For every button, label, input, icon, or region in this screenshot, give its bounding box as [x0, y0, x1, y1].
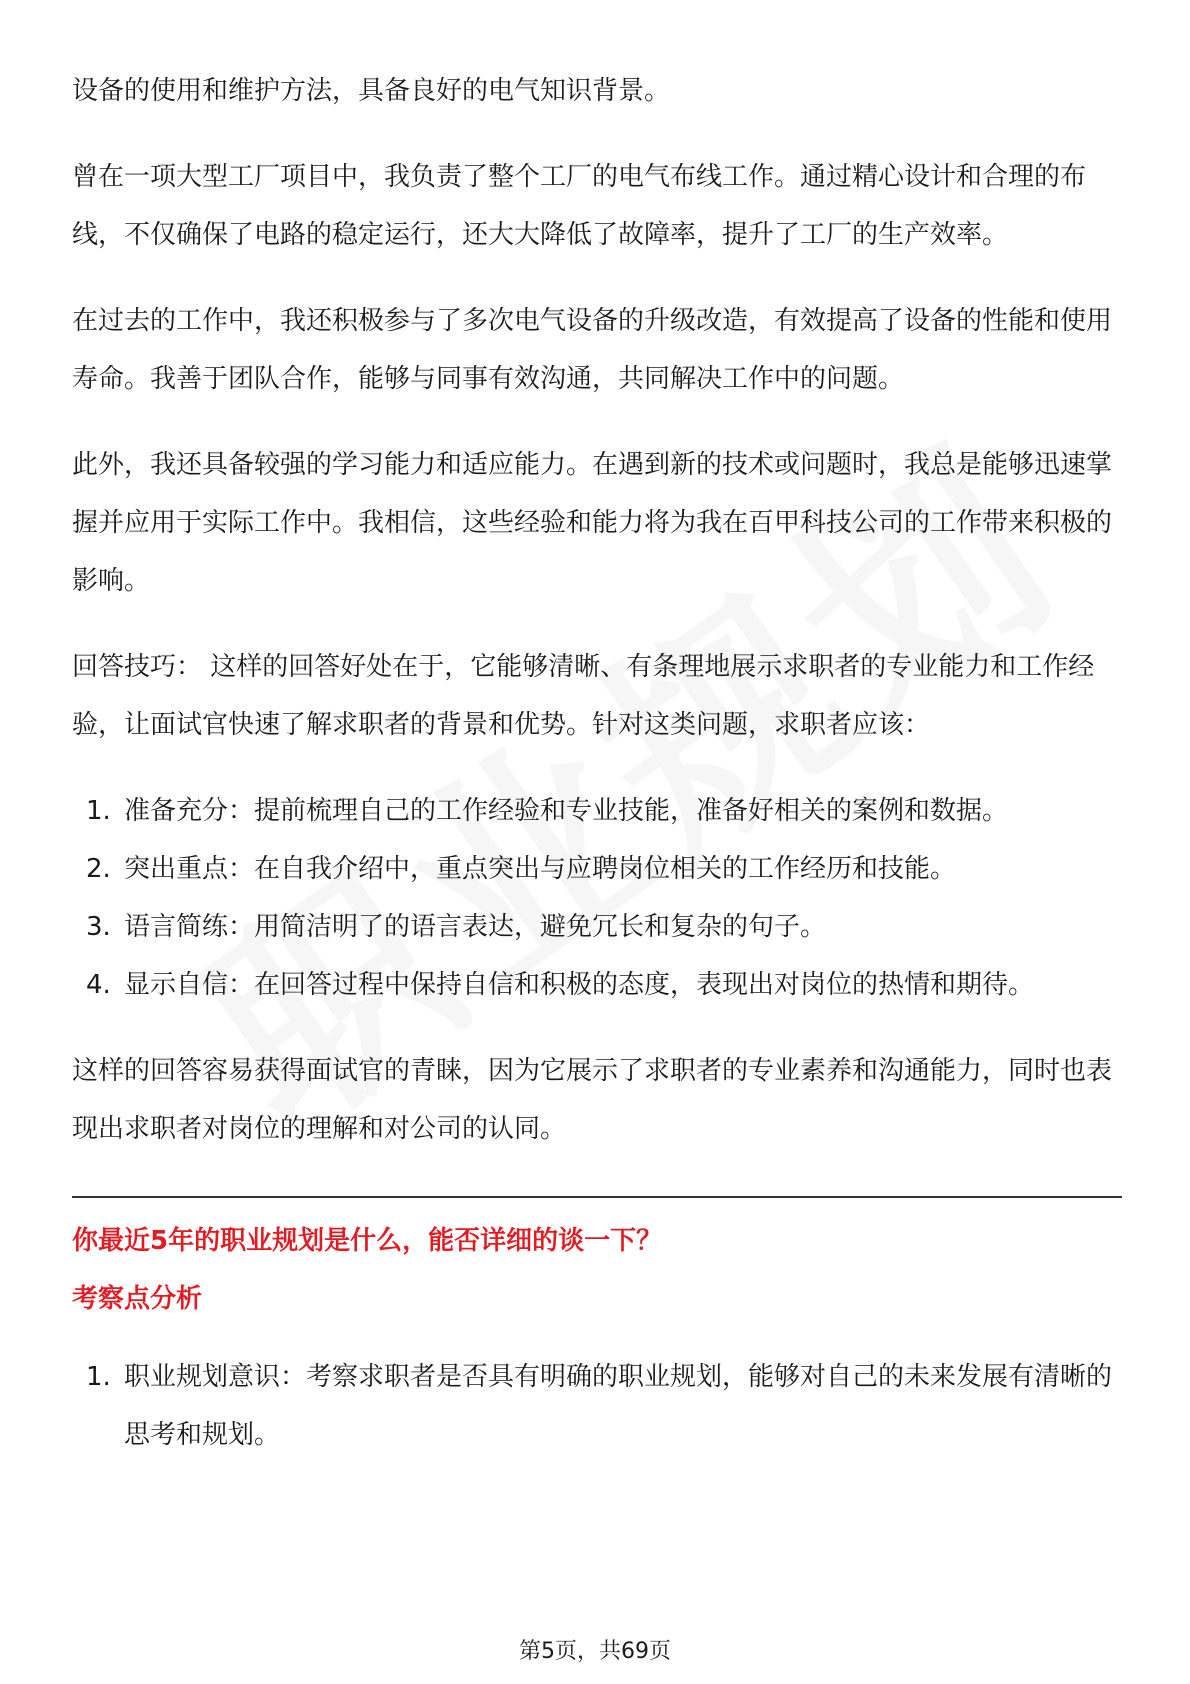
list-item — [72, 840, 1122, 898]
paragraph-2: 曾在一项大型工厂项目中，我负责了整个工厂的电气布线工作。通过精心设计和合理的布线，不仅确保了电路的稳定运行，还大大降低了故障率，提升了工厂的生产效率。 — [72, 162, 1087, 250]
list-text: 职业规划意识：考察求职者是否具有明确的职业规划，能够对自己的未来发展有清晰的思考和规划。 — [124, 1362, 1113, 1450]
tips-list — [72, 782, 1122, 1014]
paragraph-4: 此外，我还具备较强的学习能力和适应能力。在遇到新的技术或问题时，我总是能够迅速掌握并应用于实际工作中。我相信，这些经验和能力将为我在百甲科技公司的工作带来积极的影响。 — [72, 450, 1113, 596]
analysis-list — [72, 1348, 1122, 1464]
closing-paragraph: 这样的回答容易获得面试官的青睐，因为它展示了求职者的专业素养和沟通能力，同时也表现出求职者对岗位的理解和对公司的认同。 — [72, 1056, 1113, 1144]
question-heading: 你最近5年的职业规划是什么，能否详细的谈一下？ — [72, 1226, 663, 1256]
list-item — [72, 1348, 1122, 1464]
page-footer: 第5页，共69页 — [519, 1639, 671, 1664]
paragraph-3: 在过去的工作中，我还积极参与了多次电气设备的升级改造，有效提高了设备的性能和使用寿命。我善于团队合作，能够与同事有效沟通，共同解决工作中的问题。 — [72, 306, 1113, 394]
list-number: 3. — [86, 912, 111, 942]
list-text: 突出重点：在自我介绍中，重点突出与应聘岗位相关的工作经历和技能。 — [124, 854, 957, 884]
answer-tips-paragraph: 回答技巧： 这样的回答好处在于，它能够清晰、有条理地展示求职者的专业能力和工作经验，让面试官快速了解求职者的背景和优势。针对这类问题，求职者应该： — [72, 652, 1095, 740]
list-number: 4. — [86, 970, 111, 1000]
list-text: 语言简练：用简洁明了的语言表达，避免冗长和复杂的句子。 — [124, 912, 827, 942]
list-number: 2. — [86, 854, 111, 884]
list-item — [72, 898, 1122, 956]
section-divider — [72, 1196, 1122, 1198]
list-text: 准备充分：提前梳理自己的工作经验和专业技能，准备好相关的案例和数据。 — [124, 796, 1009, 826]
analysis-heading: 考察点分析 — [72, 1284, 203, 1314]
list-number: 1. — [86, 796, 111, 826]
list-item — [72, 782, 1122, 840]
list-item — [72, 956, 1122, 1014]
page-content — [72, 62, 1122, 1492]
paragraph-1: 设备的使用和维护方法，具备良好的电气知识背景。 — [72, 76, 671, 106]
list-number: 1. — [86, 1362, 111, 1392]
list-text: 显示自信：在回答过程中保持自信和积极的态度，表现出对岗位的热情和期待。 — [124, 970, 1035, 1000]
